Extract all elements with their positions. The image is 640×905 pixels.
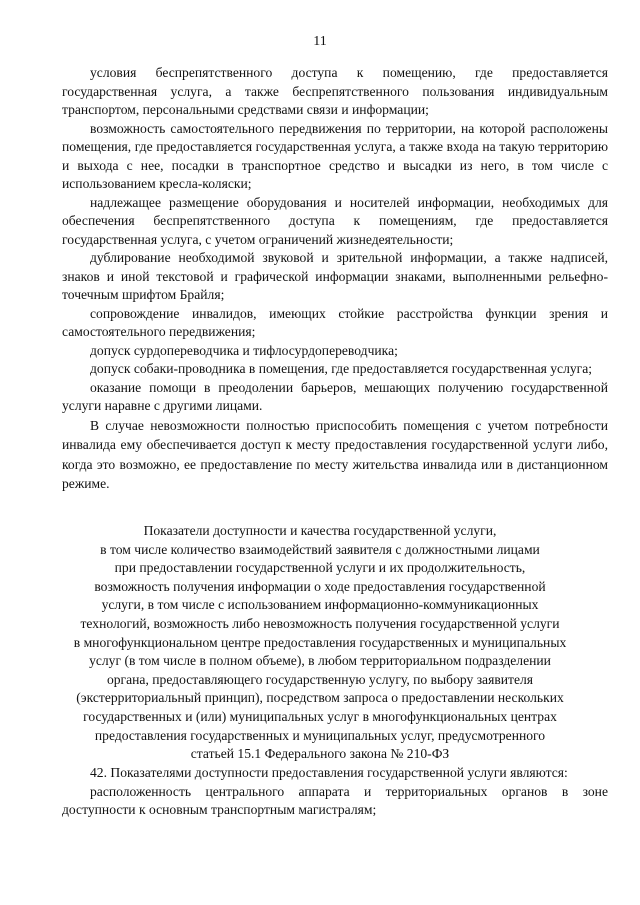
heading-line: предоставления государственных и муниципальных услуг, предусмотренного	[94, 727, 546, 743]
paragraph: условия беспрепятственного доступа к помещению, где предоставляется государственная услуга, а также беспрепятственного пользования индивидуальным транспортом, персональными средствами связи и информации;	[62, 65, 608, 117]
paragraph: расположенность центрального аппарата и территориальных органов в зоне доступности к основным транспортным магистралям;	[62, 783, 608, 817]
heading-line: органа, предоставляющего государственную услугу, по выбору заявителя	[106, 671, 534, 687]
bottom-text	[62, 764, 608, 820]
paragraph: 42. Показателями доступности предоставления государственной услуги являются:	[90, 765, 568, 780]
body-text	[62, 64, 608, 494]
paragraph: надлежащее размещение оборудования и носителей информации, необходимых для обеспечения беспрепятственного доступа к помещениям, где предоставляется государственная услуга, с учетом ограничений жизнедеятельности;	[62, 194, 608, 247]
paragraph: сопровождение инвалидов, имеющих стойкие расстройства функции зрения и самостоятельного передвижения;	[62, 305, 608, 339]
heading-line: Показатели доступности и качества государственной услуги,	[143, 523, 497, 538]
heading-line: услуги, в том числе с использованием информационно-коммуникационных	[101, 597, 539, 613]
paragraph: возможность самостоятельного передвижения по территории, на которой расположены помещения, где предоставляется государственная услуга, а также входа на такую территорию и выхода с нее, посадки в транспортное средство и высадки из него, в том числе с использованием кресла-коляски;	[62, 120, 608, 191]
paragraph: допуск сурдопереводчика и тифлосурдопереводчика;	[90, 342, 398, 358]
heading-line: в многофункциональном центре предоставления государственных и муниципальных	[73, 634, 567, 650]
heading-line: услуг (в том числе в полном объеме), в любом территориальном подразделении	[89, 653, 551, 669]
paragraph: дублирование необходимой звуковой и зрительной информации, а также надписей, знаков и иной текстовой и графической информации знаками, выполненными рельефно-точечным шрифтом Брайля;	[62, 250, 608, 302]
page-number: 11	[313, 34, 327, 49]
paragraph: допуск собаки-проводника в помещения, где предоставляется государственная услуга;	[90, 361, 593, 376]
heading-line: технологий, возможность либо невозможность получения государственной услуги	[80, 615, 560, 631]
section-heading	[56, 522, 584, 764]
heading-line: возможность получения информации о ходе предоставления государственной	[94, 578, 546, 594]
heading-line: государственных и (или) муниципальных услуг в многофункциональных центрах	[83, 708, 557, 724]
heading-line: статьей 15.1 Федерального закона № 210-ФЗ	[190, 746, 450, 762]
heading-line: (экстерриториальный принцип), посредством запроса о предоставлении нескольких	[76, 690, 564, 706]
heading-line: при предоставлении государственной услуги и их продолжительность,	[114, 560, 526, 576]
paragraph: оказание помощи в преодолении барьеров, мешающих получению государственной услуги наравне с другими лицами.	[62, 379, 608, 413]
paragraph: В случае невозможности полностью приспособить помещения с учетом потребности инвалида ему обеспечивается доступ к месту предоставления государственной услуги либо, когда это возможно, ее предоставление по месту жительства инвалида или в дистанционном режиме.	[62, 417, 608, 491]
heading-line: в том числе количество взаимодействий заявителя с должностными лицами	[100, 541, 540, 557]
